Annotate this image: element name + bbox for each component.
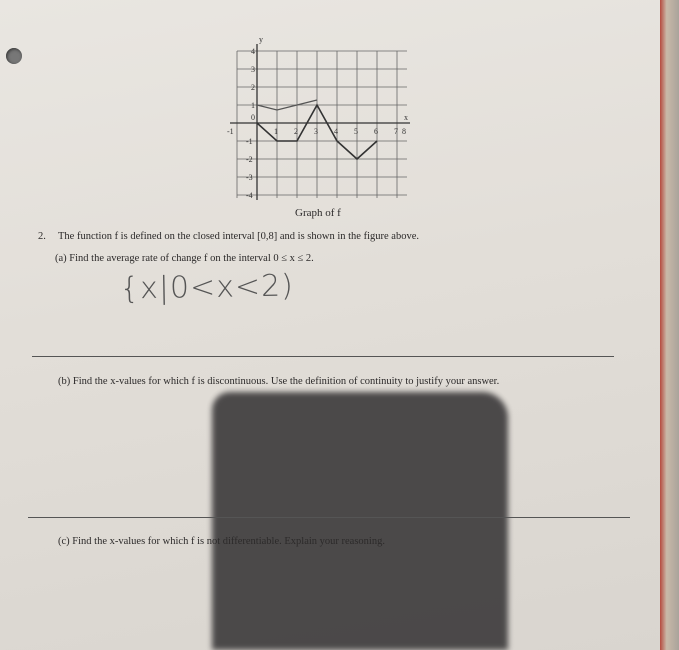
x-tick-label: 2 [294, 127, 298, 136]
y-tick-label: 4 [251, 47, 255, 56]
divider-line [28, 517, 630, 518]
x-tick-label: 7 [394, 127, 398, 136]
question-stem: The function f is defined on the closed interval [0,8] and is shown in the figure above. [58, 231, 419, 242]
y-tick-label: 1 [251, 101, 255, 110]
function-graph [222, 38, 412, 203]
question-number: 2. [38, 231, 46, 242]
x-axis-label: x [404, 113, 408, 122]
camera-shadow [212, 392, 508, 650]
divider-line [32, 356, 614, 357]
binder-hole [6, 48, 22, 64]
y-tick-label: 3 [251, 65, 255, 74]
part-c-prompt: (c) Find the x-values for which f is not differentiable. Explain your reasoning. [58, 536, 385, 547]
x-tick-label: 6 [374, 127, 378, 136]
y-tick-label: -4 [246, 191, 253, 200]
handwritten-answer: {x|0<x<2) [119, 268, 295, 307]
page-edge [660, 0, 679, 650]
graph-grid [237, 51, 407, 198]
y-tick-label: 0 [251, 113, 255, 122]
y-axis-label: y [259, 38, 263, 44]
y-tick-label: -2 [246, 155, 253, 164]
y-tick-label: -1 [246, 137, 253, 146]
x-tick-label: 8 [402, 127, 406, 136]
x-tick-label: 4 [334, 127, 338, 136]
part-b-prompt: (b) Find the x-values for which f is discontinuous. Use the definition of continuity to justify your answer. [58, 376, 500, 387]
x-tick-label: 3 [314, 127, 318, 136]
graph-caption: Graph of f [295, 207, 341, 219]
part-a-prompt: (a) Find the average rate of change f on the interval 0 ≤ x ≤ 2. [55, 253, 314, 264]
x-tick-label: 5 [354, 127, 358, 136]
y-tick-label: 2 [251, 83, 255, 92]
x-tick-label: 1 [274, 127, 278, 136]
x-tick-label: -1 [227, 127, 234, 136]
y-tick-label: -3 [246, 173, 253, 182]
